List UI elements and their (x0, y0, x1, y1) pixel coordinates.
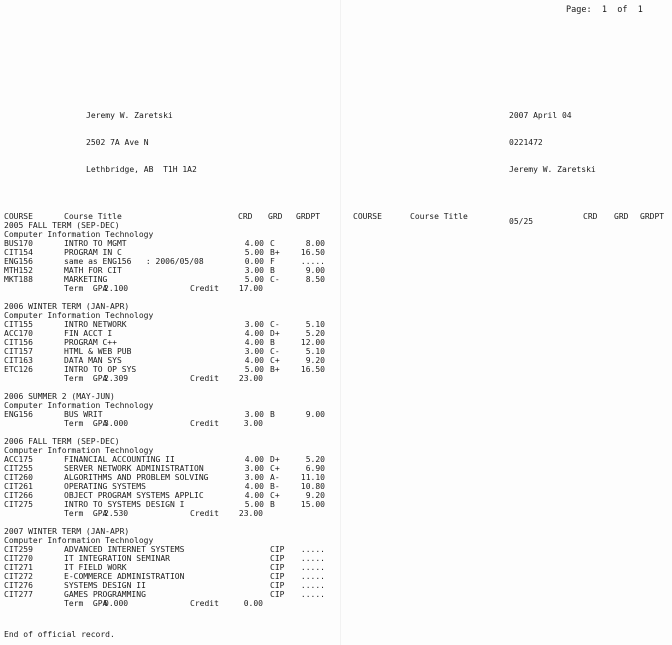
course-row (4, 275, 344, 284)
course-code: CIT270 (4, 554, 33, 563)
term-name (4, 392, 344, 401)
course-grade: C- (270, 320, 280, 329)
term-name-text: 2006 WINTER TERM (JAN-APR) (4, 302, 130, 311)
course-code: ACC170 (4, 329, 33, 338)
header-grd-right: GRD (614, 212, 629, 221)
course-code: CIT259 (4, 545, 33, 554)
course-grade: C- (270, 347, 280, 356)
course-grade: D+ (270, 455, 280, 464)
course-grade: C (270, 239, 275, 248)
course-grade-points: 8.50 (305, 275, 325, 284)
course-row (4, 347, 344, 356)
address-line: Jeremy W. Zaretski (86, 111, 173, 120)
header-title: Course Title (64, 212, 122, 221)
course-grade-points: 15.00 (300, 500, 325, 509)
course-grade: CIP (270, 572, 285, 581)
course-title: E-COMMERCE ADMINISTRATION (64, 572, 185, 581)
term-credit-value: 3.00 (243, 419, 263, 428)
course-row (4, 545, 344, 554)
course-grade-points: 11.10 (300, 473, 325, 482)
course-title: OPERATING SYSTEMS (64, 482, 146, 491)
course-grade-points: 6.90 (305, 464, 325, 473)
course-row (4, 590, 344, 599)
term-name (4, 437, 344, 446)
end-of-record: End of official record. (4, 630, 115, 639)
course-grade-points: 10.80 (300, 482, 325, 491)
course-row (4, 320, 344, 329)
course-grade-points: 5.10 (305, 347, 325, 356)
record-code: 05/25 (509, 217, 534, 226)
course-title: GAMES PROGRAMMING (64, 590, 146, 599)
course-grade: B (270, 410, 275, 419)
term-gpa-row (4, 599, 344, 608)
term-block (4, 437, 344, 518)
term-gpa-row (4, 284, 344, 293)
course-title: IT INTEGRATION SEMINAR (64, 554, 170, 563)
course-credits: 4.00 (244, 239, 264, 248)
course-grade-points: 9.20 (305, 491, 325, 500)
term-gpa-value: 3.000 (104, 419, 129, 428)
term-gpa-value: 2.309 (104, 374, 129, 383)
course-row (4, 554, 344, 563)
header-grdpt-right: GRDPT (640, 212, 665, 221)
course-row (4, 581, 344, 590)
course-credits: 3.00 (244, 464, 264, 473)
transcript-terms (4, 221, 344, 617)
course-grade: A- (270, 473, 280, 482)
program-name-text: Computer Information Technology (4, 230, 154, 239)
course-title: same as ENG156 : 2006/05/08 (64, 257, 204, 266)
course-code: CIT275 (4, 500, 33, 509)
course-title: INTRO NETWORK (64, 320, 127, 329)
course-code: CIT266 (4, 491, 33, 500)
course-title: ALGORITHMS AND PROBLEM SOLVING (64, 473, 209, 482)
program-name-text: Computer Information Technology (4, 446, 154, 455)
term-block (4, 221, 344, 293)
course-row (4, 572, 344, 581)
program-name (4, 536, 344, 545)
course-code: CIT156 (4, 338, 33, 347)
course-code: ACC175 (4, 455, 33, 464)
term-credit-value: 0.00 (243, 599, 263, 608)
course-grade-points: 9.20 (305, 356, 325, 365)
course-grade-points: ..... (300, 590, 325, 599)
term-credit-value: 17.00 (238, 284, 263, 293)
course-credits: 4.00 (244, 482, 264, 491)
course-code: CIT163 (4, 356, 33, 365)
term-name-text: 2005 FALL TERM (SEP-DEC) (4, 221, 120, 230)
course-row (4, 455, 344, 464)
course-credits: 5.00 (244, 365, 264, 374)
program-name (4, 401, 344, 410)
program-name-text: Computer Information Technology (4, 311, 154, 320)
course-grade: CIP (270, 545, 285, 554)
term-name-text: 2006 FALL TERM (SEP-DEC) (4, 437, 120, 446)
course-credits: 3.00 (244, 266, 264, 275)
course-title: BUS WRIT (64, 410, 103, 419)
term-gpa-value: 2.100 (104, 284, 129, 293)
course-code: CIT271 (4, 563, 33, 572)
course-title: MATH FOR CIT (64, 266, 122, 275)
course-credits: 5.00 (244, 248, 264, 257)
course-grade: CIP (270, 554, 285, 563)
course-grade-points: ..... (300, 257, 325, 266)
header-course-right: COURSE (353, 212, 382, 221)
course-code: CIT157 (4, 347, 33, 356)
course-row (4, 239, 344, 248)
course-grade-points: 9.00 (305, 266, 325, 275)
program-name-text: Computer Information Technology (4, 401, 154, 410)
term-gpa-row (4, 374, 344, 383)
course-row (4, 365, 344, 374)
term-name-text: 2007 WINTER TERM (JAN-APR) (4, 527, 130, 536)
header-crd-right: CRD (583, 212, 598, 221)
course-row (4, 464, 344, 473)
course-credits: 4.00 (244, 491, 264, 500)
course-row (4, 410, 344, 419)
course-title: PROGRAM C++ (64, 338, 117, 347)
address-line: Lethbridge, AB T1H 1A2 (86, 165, 197, 174)
course-grade-points: 5.20 (305, 455, 325, 464)
course-title: OBJECT PROGRAM SYSTEMS APPLIC (64, 491, 204, 500)
term-gpa-label: Term GPA (64, 419, 108, 428)
course-grade: B+ (270, 248, 280, 257)
term-credit-value: 23.00 (238, 374, 263, 383)
course-grade-points: 9.00 (305, 410, 325, 419)
course-row (4, 473, 344, 482)
course-grade-points: ..... (300, 554, 325, 563)
course-code: CIT276 (4, 581, 33, 590)
term-name (4, 527, 344, 536)
record-date: 2007 April 04 (509, 111, 572, 120)
term-gpa-row (4, 509, 344, 518)
term-name-text: 2006 SUMMER 2 (MAY-JUN) (4, 392, 115, 401)
course-grade: C+ (270, 356, 280, 365)
term-block (4, 392, 344, 428)
course-grade-points: 16.50 (300, 365, 325, 374)
course-row (4, 491, 344, 500)
term-block (4, 302, 344, 383)
student-name: Jeremy W. Zaretski (509, 165, 596, 174)
term-credit-label: Credit (190, 284, 219, 293)
course-credits: 3.00 (244, 473, 264, 482)
course-grade-points: ..... (300, 545, 325, 554)
page-number: Page: 1 of 1 (566, 5, 643, 15)
term-gpa-label: Term GPA (64, 599, 108, 608)
course-title: FINANCIAL ACCOUNTING II (64, 455, 175, 464)
course-title: INTRO TO OP SYS (64, 365, 137, 374)
course-grade: CIP (270, 590, 285, 599)
course-code: ENG156 (4, 257, 33, 266)
course-credits: 5.00 (244, 500, 264, 509)
course-title: IT FIELD WORK (64, 563, 127, 572)
course-grade: F (270, 257, 275, 266)
term-name (4, 302, 344, 311)
course-credits: 3.00 (244, 320, 264, 329)
course-title: DATA MAN SYS (64, 356, 122, 365)
course-grade: C- (270, 275, 280, 284)
course-grade: C+ (270, 464, 280, 473)
header-course: COURSE (4, 212, 33, 221)
course-grade-points: ..... (300, 563, 325, 572)
term-gpa-label: Term GPA (64, 284, 108, 293)
course-code: CIT261 (4, 482, 33, 491)
term-gpa-label: Term GPA (64, 374, 108, 383)
course-row (4, 482, 344, 491)
course-title: SYSTEMS DESIGN II (64, 581, 146, 590)
course-credits: 5.00 (244, 275, 264, 284)
term-credit-label: Credit (190, 509, 219, 518)
course-code: MTH152 (4, 266, 33, 275)
course-code: CIT155 (4, 320, 33, 329)
program-name-text: Computer Information Technology (4, 536, 154, 545)
term-gpa-value: 0.000 (104, 599, 129, 608)
course-row (4, 329, 344, 338)
program-name (4, 311, 344, 320)
term-gpa-row (4, 419, 344, 428)
mailing-address (86, 93, 197, 183)
course-code: CIT154 (4, 248, 33, 257)
course-row (4, 338, 344, 347)
course-grade: B- (270, 482, 280, 491)
course-grade: D+ (270, 329, 280, 338)
header-grd: GRD (268, 212, 283, 221)
course-grade-points: 5.10 (305, 320, 325, 329)
course-code: CIT260 (4, 473, 33, 482)
course-title: HTML & WEB PUB (64, 347, 132, 356)
course-grade-points: 12.00 (300, 338, 325, 347)
course-title: INTRO TO MGMT (64, 239, 127, 248)
course-grade: B (270, 338, 275, 347)
course-credits: 3.00 (244, 410, 264, 419)
course-code: CIT255 (4, 464, 33, 473)
course-title: SERVER NETWORK ADMINISTRATION (64, 464, 204, 473)
address-line: 2502 7A Ave N (86, 138, 149, 147)
course-credits: 4.00 (244, 455, 264, 464)
course-credits: 0.00 (244, 257, 264, 266)
course-grade-points: 16.50 (300, 248, 325, 257)
program-name (4, 446, 344, 455)
course-credits: 3.00 (244, 347, 264, 356)
course-title: PROGRAM IN C (64, 248, 122, 257)
term-gpa-value: 2.530 (104, 509, 129, 518)
course-code: ENG156 (4, 410, 33, 419)
course-row (4, 500, 344, 509)
course-code: ETC126 (4, 365, 33, 374)
course-title: FIN ACCT I (64, 329, 113, 338)
course-title: ADVANCED INTERNET SYSTEMS (64, 545, 185, 554)
course-grade-points: ..... (300, 572, 325, 581)
term-gpa-label: Term GPA (64, 509, 108, 518)
course-code: MKT188 (4, 275, 33, 284)
course-grade: CIP (270, 563, 285, 572)
course-grade: B (270, 500, 275, 509)
course-row (4, 563, 344, 572)
student-id: 0221472 (509, 138, 543, 147)
course-grade-points: 8.00 (305, 239, 325, 248)
course-grade: B+ (270, 365, 280, 374)
course-grade-points: ..... (300, 581, 325, 590)
term-name (4, 221, 344, 230)
header-title-right: Course Title (410, 212, 468, 221)
term-credit-value: 23.00 (238, 509, 263, 518)
header-grdpt: GRDPT (296, 212, 321, 221)
term-credit-label: Credit (190, 599, 219, 608)
course-row (4, 266, 344, 275)
course-credits: 4.00 (244, 356, 264, 365)
course-title: INTRO TO SYSTEMS DESIGN I (64, 500, 185, 509)
course-credits: 4.00 (244, 329, 264, 338)
header-crd: CRD (238, 212, 253, 221)
course-code: BUS170 (4, 239, 33, 248)
term-block (4, 527, 344, 608)
course-grade: CIP (270, 581, 285, 590)
course-code: CIT277 (4, 590, 33, 599)
course-grade: C+ (270, 491, 280, 500)
course-code: CIT272 (4, 572, 33, 581)
course-grade: B (270, 266, 275, 275)
term-credit-label: Credit (190, 374, 219, 383)
course-row (4, 248, 344, 257)
course-row (4, 257, 344, 266)
course-grade-points: 5.20 (305, 329, 325, 338)
program-name (4, 230, 344, 239)
course-credits: 4.00 (244, 338, 264, 347)
course-title: MARKETING (64, 275, 108, 284)
course-row (4, 356, 344, 365)
term-credit-label: Credit (190, 419, 219, 428)
